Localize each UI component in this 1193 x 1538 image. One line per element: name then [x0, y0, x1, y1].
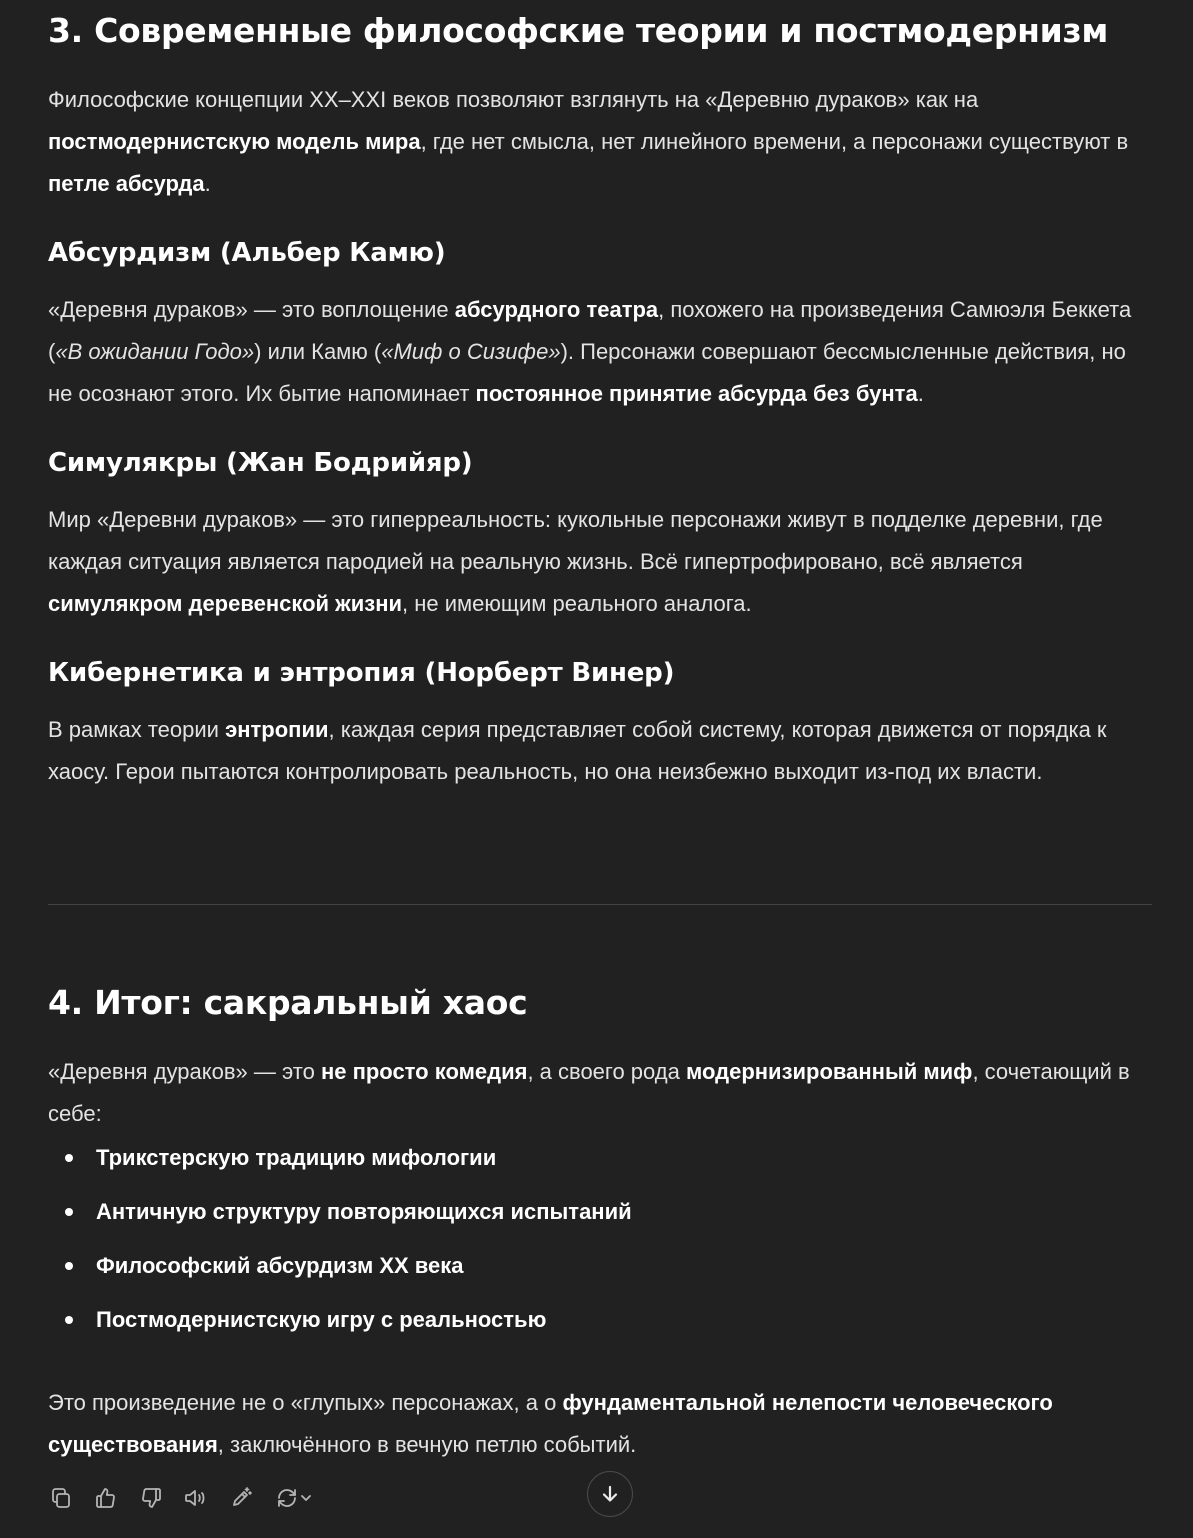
- text-run: .: [917, 381, 924, 406]
- bold-text: энтропии: [225, 717, 329, 742]
- italic-text: «В ожидании Годо»: [55, 339, 255, 364]
- list-item: [48, 1250, 632, 1282]
- section-divider: [48, 904, 1152, 905]
- bold-text: постмодернистскую модель мира: [48, 129, 421, 154]
- bullet-dot: [65, 1154, 73, 1162]
- like-button[interactable]: [93, 1485, 119, 1511]
- cybernetics-paragraph: [48, 709, 1152, 793]
- pencil-sparkle-icon: [229, 1486, 253, 1510]
- chevron-down-icon: [299, 1491, 313, 1505]
- section-4-heading: 4. Итог: сакральный хаос: [48, 983, 528, 1022]
- section-3-intro: [48, 79, 1148, 205]
- list-item-text: Постмодернистскую игру с реальностью: [96, 1307, 547, 1332]
- message-actions: [48, 1480, 334, 1516]
- scroll-to-bottom-button[interactable]: [587, 1471, 633, 1517]
- bullet-dot: [65, 1262, 73, 1270]
- summary-list: [48, 1142, 632, 1358]
- text-run: Это произведение не о «глупых» персонажах, а о: [48, 1390, 563, 1415]
- list-item-text: Античную структуру повторяющихся испытаний: [96, 1199, 632, 1224]
- simulacra-paragraph: [48, 499, 1152, 625]
- speaker-icon: [183, 1486, 209, 1510]
- regenerate-icon: [275, 1486, 299, 1510]
- thumbs-down-icon: [139, 1486, 163, 1510]
- section-3-heading: 3. Современные философские теории и постмодернизм: [48, 11, 1109, 50]
- text-run: Мир «Деревни дураков» — это гиперреальность: кукольные персонажи живут в подделке деревни, где каждая ситуация является пародией на реальную жизнь. Всё гипертрофировано, всё является: [48, 507, 1103, 574]
- conclusion-paragraph: [48, 1382, 1152, 1466]
- bold-text: модернизированный миф: [685, 1059, 973, 1084]
- section-4-intro: [48, 1051, 1152, 1135]
- absurdism-heading: Абсурдизм (Альбер Камю): [48, 238, 446, 268]
- bold-text: не просто комедия: [320, 1059, 528, 1084]
- text-run: , где нет смысла, нет линейного времени, а персонажи существуют в: [420, 129, 1129, 154]
- bold-text: абсурдного театра: [454, 297, 659, 322]
- cybernetics-heading: Кибернетика и энтропия (Норберт Винер): [48, 658, 675, 688]
- text-run: , заключённого в вечную петлю событий.: [217, 1432, 637, 1457]
- list-item: [48, 1304, 632, 1336]
- dislike-button[interactable]: [138, 1485, 164, 1511]
- bold-text: фундаментальной нелепости человеческого существования: [48, 1390, 1053, 1457]
- text-run: .: [204, 171, 211, 196]
- copy-button[interactable]: [48, 1485, 74, 1511]
- text-run: , сочетающий в себе:: [48, 1059, 1130, 1126]
- read-aloud-button[interactable]: [183, 1485, 209, 1511]
- thumbs-up-icon: [94, 1486, 118, 1510]
- list-item-text: Философский абсурдизм XX века: [96, 1253, 464, 1278]
- bold-text: симулякром деревенской жизни: [48, 591, 403, 616]
- text-run: ). Персонажи совершают бессмысленные действия, но не осознают этого. Их бытие напоминает: [48, 339, 1126, 406]
- absurdism-paragraph: [48, 289, 1152, 415]
- bullet-dot: [65, 1316, 73, 1324]
- bold-text: петле абсурда: [48, 171, 205, 196]
- list-item: [48, 1142, 632, 1174]
- text-run: Философские концепции XX–XXI веков позволяют взглянуть на «Деревню дураков» как на: [48, 87, 979, 112]
- text-run: «Деревня дураков» — это воплощение: [48, 297, 455, 322]
- list-item-text: Трикстерскую традицию мифологии: [96, 1145, 497, 1170]
- copy-icon: [49, 1486, 73, 1510]
- italic-text: «Миф о Сизифе»: [381, 339, 561, 364]
- text-run: , каждая серия представляет собой систему, которая движется от порядка к хаосу. Герои пытаются контролировать реальность, но она неизбежно выходит из-под их власти.: [48, 717, 1107, 784]
- bold-text: постоянное принятие абсурда без бунта: [475, 381, 918, 406]
- arrow-down-icon: [599, 1483, 621, 1505]
- edit-button[interactable]: [228, 1485, 254, 1511]
- list-item: [48, 1196, 632, 1228]
- text-run: , похожего на произведения Самюэля Беккета (: [48, 297, 1132, 364]
- bullet-dot: [65, 1208, 73, 1216]
- text-run: , не имеющим реального аналога.: [402, 591, 752, 616]
- text-run: , а своего рода: [527, 1059, 686, 1084]
- simulacra-heading: Симулякры (Жан Бодрийяр): [48, 448, 473, 478]
- text-run: ) или Камю (: [254, 339, 382, 364]
- text-run: В рамках теории: [48, 717, 226, 742]
- text-run: «Деревня дураков» — это: [48, 1059, 321, 1084]
- regenerate-button[interactable]: [273, 1485, 315, 1511]
